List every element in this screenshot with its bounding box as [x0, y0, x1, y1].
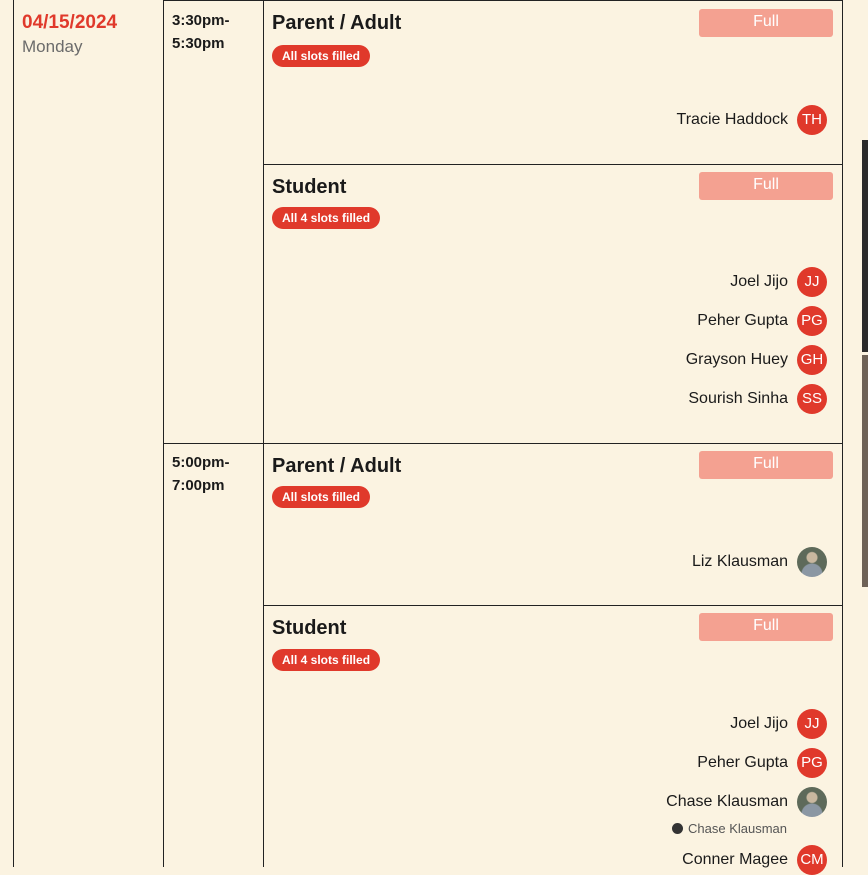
participant — [697, 306, 827, 336]
participant — [682, 845, 827, 875]
slots-filled-badge: All 4 slots filled — [272, 207, 380, 229]
section-title: Parent / Adult — [272, 12, 402, 34]
participant — [692, 547, 827, 577]
comment — [672, 821, 787, 836]
comment-text: Chase Klausman — [688, 821, 787, 836]
time-slot-2 — [172, 451, 230, 497]
full-button[interactable]: Full — [699, 451, 833, 479]
avatar: CM — [797, 845, 827, 875]
date-label: 04/15/2024 — [22, 12, 118, 33]
participant-name: Joel Jijo — [730, 273, 788, 290]
participant-name: Sourish Sinha — [688, 390, 788, 407]
participant — [697, 748, 827, 778]
avatar: JJ — [797, 267, 827, 297]
section-title: Parent / Adult — [272, 455, 402, 477]
participant — [730, 709, 827, 739]
full-button[interactable]: Full — [699, 613, 833, 641]
date-cell — [22, 12, 117, 57]
participant-name: Tracie Haddock — [676, 111, 788, 128]
signup-section-parent — [264, 443, 842, 605]
avatar: SS — [797, 384, 827, 414]
avatar: PG — [797, 748, 827, 778]
signup-section-parent — [264, 0, 842, 164]
edge-photo — [862, 355, 868, 587]
participant-name: Grayson Huey — [685, 351, 788, 368]
edge-photo — [862, 140, 868, 352]
avatar: PG — [797, 306, 827, 336]
grid-line — [13, 0, 14, 867]
slots-filled-badge: All 4 slots filled — [272, 649, 380, 671]
comment-icon — [672, 823, 683, 834]
avatar: GH — [797, 345, 827, 375]
participant — [686, 345, 827, 375]
time-start: 5:00pm- — [172, 454, 230, 471]
participant-name: Liz Klausman — [691, 553, 788, 570]
participant-name: Conner Magee — [682, 851, 788, 868]
grid-line — [842, 0, 843, 867]
full-button[interactable]: Full — [699, 9, 833, 37]
avatar: TH — [797, 105, 827, 135]
slots-filled-badge: All slots filled — [272, 486, 370, 508]
time-end: 5:30pm — [172, 35, 225, 52]
participant-name: Peher Gupta — [697, 754, 788, 771]
signup-section-student — [264, 164, 842, 443]
slots-filled-badge: All slots filled — [272, 45, 370, 67]
time-end: 7:00pm — [172, 477, 225, 494]
participant — [688, 384, 827, 414]
full-button[interactable]: Full — [699, 172, 833, 200]
participant-name: Joel Jijo — [730, 715, 788, 732]
avatar-photo — [797, 547, 827, 577]
participant-name: Peher Gupta — [697, 312, 788, 329]
weekday-label: Monday — [22, 37, 83, 56]
grid-line — [163, 0, 164, 867]
right-edge-strip — [862, 0, 868, 867]
participant — [677, 105, 827, 135]
time-slot-1 — [172, 9, 230, 55]
signup-section-student — [264, 605, 842, 867]
time-start: 3:30pm- — [172, 12, 230, 29]
participant — [730, 267, 827, 297]
participant — [666, 787, 827, 817]
avatar-photo — [797, 787, 827, 817]
section-title: Student — [272, 617, 347, 639]
avatar: JJ — [797, 709, 827, 739]
section-title: Student — [272, 176, 347, 198]
participant-name: Chase Klausman — [666, 793, 788, 810]
